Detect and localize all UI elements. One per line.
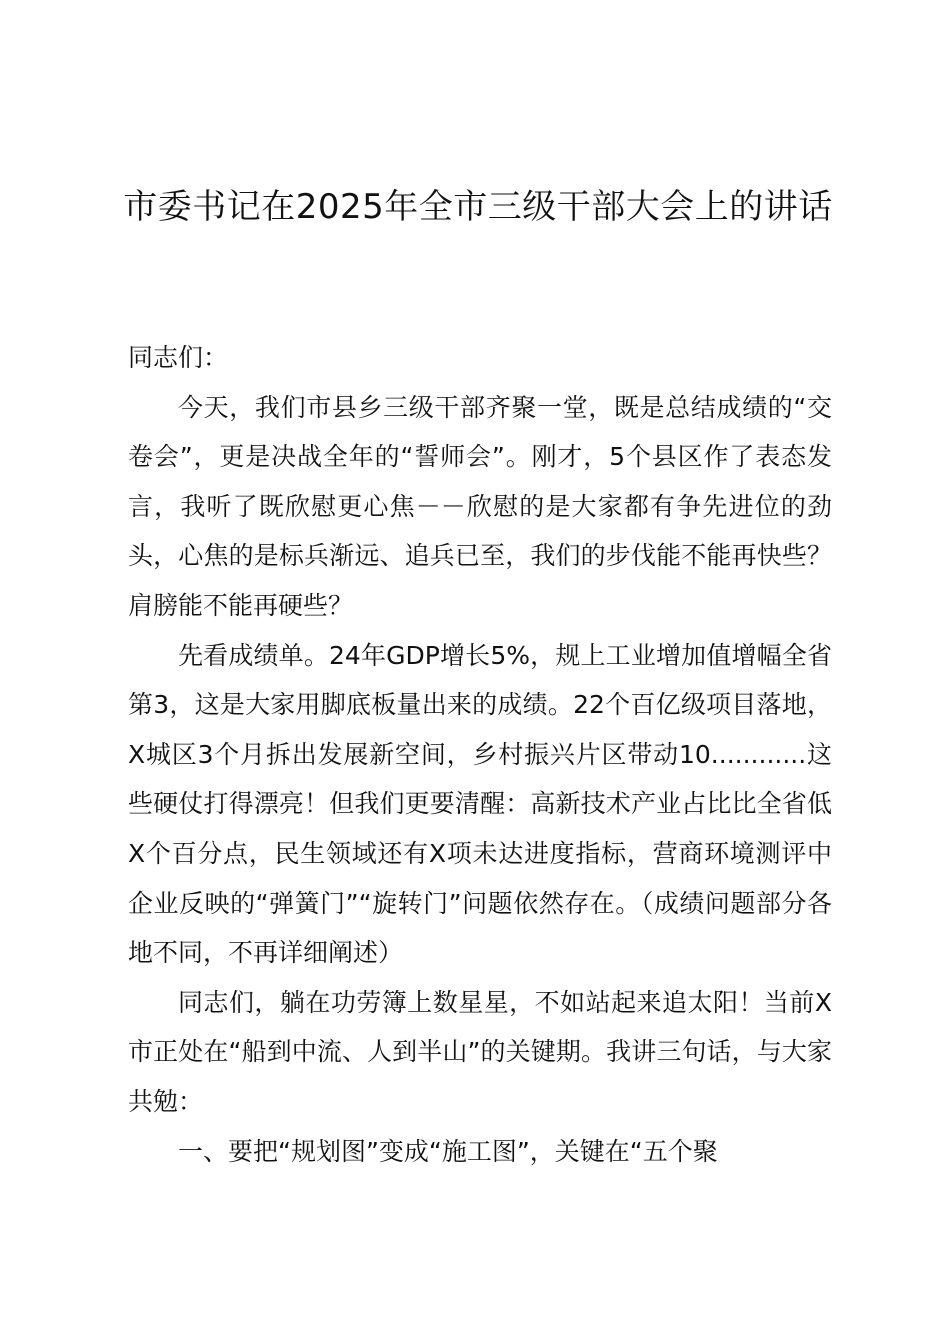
document-title: 市委书记在2025年全市三级干部大会上的讲话 [123, 187, 833, 227]
document-body [128, 333, 832, 1176]
paragraph-achievements: 先看成绩单。24年GDP增长5%，规上工业增加值增幅全省第3，这是大家用脚底板量出来的成绩。22个百亿级项目落地，X城区3个月拆出发展新空间，乡村振兴片区带动10............这些硬仗打得漂亮！但我们更要清醒：高新技术产业占比比全省低X个百分点，民生领域还有X项未达进度指标，营商环境测评中企业反映的“弹簧门”“旋转门”问题依然存在。（成绩问题部分各地不同，不再详细阐述） [128, 640, 832, 968]
paragraph-opening: 今天，我们市县乡三级干部齐聚一堂，既是总结成绩的“交卷会”，更是决战全年的“誓师会”。刚才，5个县区作了表态发言，我听了既欣慰更心焦－－欣慰的是大家都有争先进位的劲头，心焦的是标兵渐远、追兵已至，我们的步伐能不能再快些？肩膀能不能再硬些？ [128, 392, 832, 620]
paragraph-call-to-action: 同志们，躺在功劳簿上数星星，不如站起来追太阳！当前X市正处在“船到中流、人到半山”的关键期。我讲三句话，与大家共勉： [128, 987, 832, 1116]
section-heading-one: 一、要把“规划图”变成“施工图”，关键在“五个聚 [178, 1136, 718, 1166]
salutation: 同志们： [128, 343, 229, 372]
